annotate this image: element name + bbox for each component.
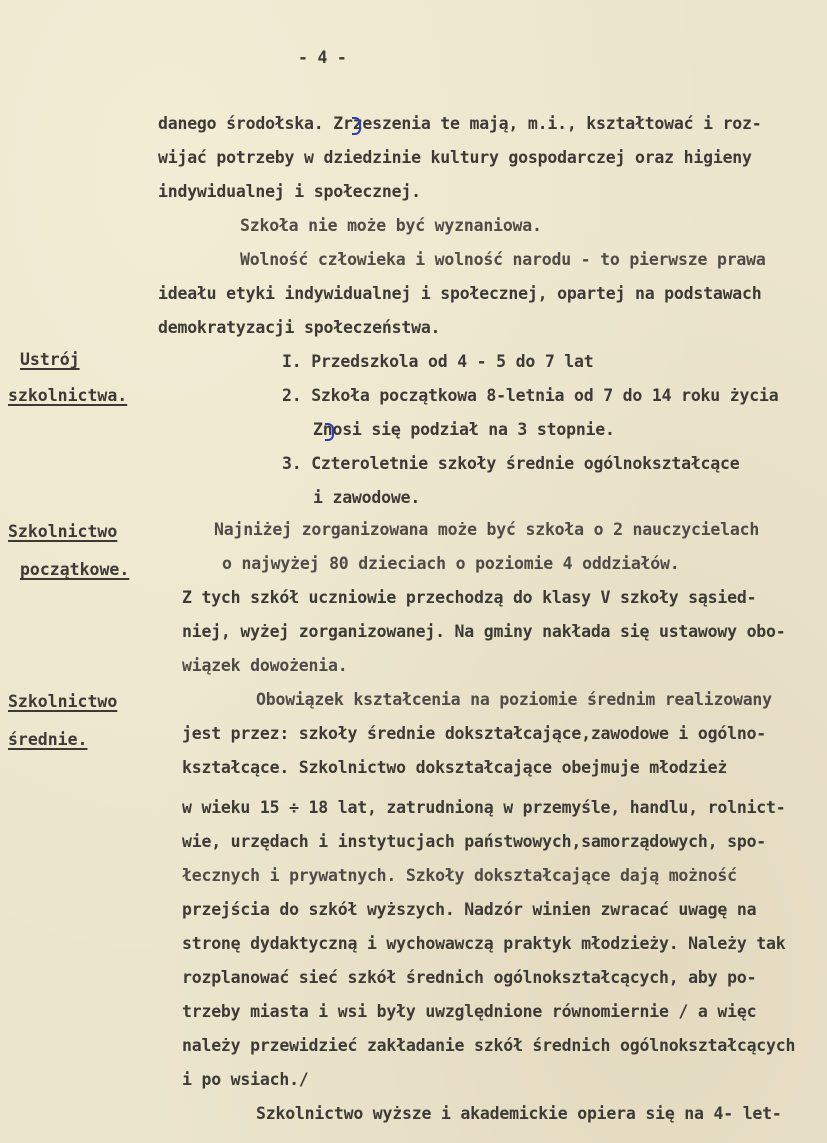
text-line: wie, urzędach i instytucjach państwowych,samorządowych, spo- [182,832,767,851]
text-line: 2. Szkoła początkowa 8-letnia od 7 do 14 roku życia [282,386,779,405]
text-line: demokratyzacji społeczeństwa. [158,318,441,337]
margin-note-1-line1: Ustrój [20,350,80,369]
text-line: stronę dydaktyczną i wychowawczą praktyk młodzieży. Należy tak [182,934,786,953]
text-line: Szkoła nie może być wyznaniowa. [240,216,542,235]
margin-note-3-line2: średnie. [8,730,88,749]
text-line: jest przez: szkoły średnie dokształcające,zawodowe i ogólno- [182,724,767,743]
text-line: przejścia do szkół wyższych. Nadzór winien zwracać uwagę na [182,900,757,919]
margin-note-3-line1: Szkolnictwo [8,692,118,711]
text-line: Znosi się podział na 3 stopnie. [313,420,615,439]
margin-note-2-line1: Szkolnictwo [8,522,118,541]
text-line: rozplanować sieć szkół średnich ogólnokształcących, aby po- [182,968,757,987]
text-line: wijać potrzeby w dziedzinie kultury gospodarczej oraz higieny [158,148,752,167]
text-line: wiązek dowożenia. [182,656,348,675]
text-line: w wieku 15 ÷ 18 lat, zatrudnioną w przemyśle, handlu, rolnict- [182,798,786,817]
text-line: Obowiązek kształcenia na poziomie średnim realizowany [256,690,772,709]
text-line: łecznych i prywatnych. Szkoły dokształcające dają możność [182,866,737,885]
ink-correction-mark [352,117,361,135]
text-line: niej, wyżej zorganizowanej. Na gminy nakłada się ustawowy obo- [182,622,786,641]
page-number: - 4 - [298,48,347,67]
text-line: I. Przedszkola od 4 - 5 do 7 lat [282,352,594,371]
text-line: i zawodowe. [313,488,421,507]
text-line: i po wsiach./ [182,1070,309,1089]
margin-note-2-line2: początkowe. [20,560,130,579]
margin-note-1-line2: szkolnictwa. [8,386,128,405]
text-line: trzeby miasta i wsi były uwzględnione równomiernie / a więc [182,1002,757,1021]
text-line: danego środołska. Zrzeszenia te mają, m.i., kształtować i roz- [158,114,762,133]
text-line: Szkolnictwo wyższe i akademickie opiera się na 4- let- [256,1104,782,1123]
text-line: Wolność człowieka i wolność narodu - to pierwsze prawa [240,250,766,269]
text-line: indywidualnej i społecznej. [158,182,421,201]
text-line: o najwyżej 80 dzieciach o poziomie 4 oddziałów. [222,554,680,573]
text-line: Z tych szkół uczniowie przechodzą do klasy V szkoły sąsied- [182,588,757,607]
text-line: 3. Czteroletnie szkoły średnie ogólnokształcące [282,454,740,473]
text-line: Najniżej zorganizowana może być szkoła o 2 nauczycielach [214,520,760,539]
text-line: kształcące. Szkolnictwo dokształcające obejmuje młodzież [182,758,728,777]
text-line: ideału etyki indywidualnej i społecznej, opartej na podstawach [158,284,762,303]
text-line: należy przewidzieć zakładanie szkół średnich ogólnokształcących [182,1036,796,1055]
ink-correction-mark [325,423,334,441]
